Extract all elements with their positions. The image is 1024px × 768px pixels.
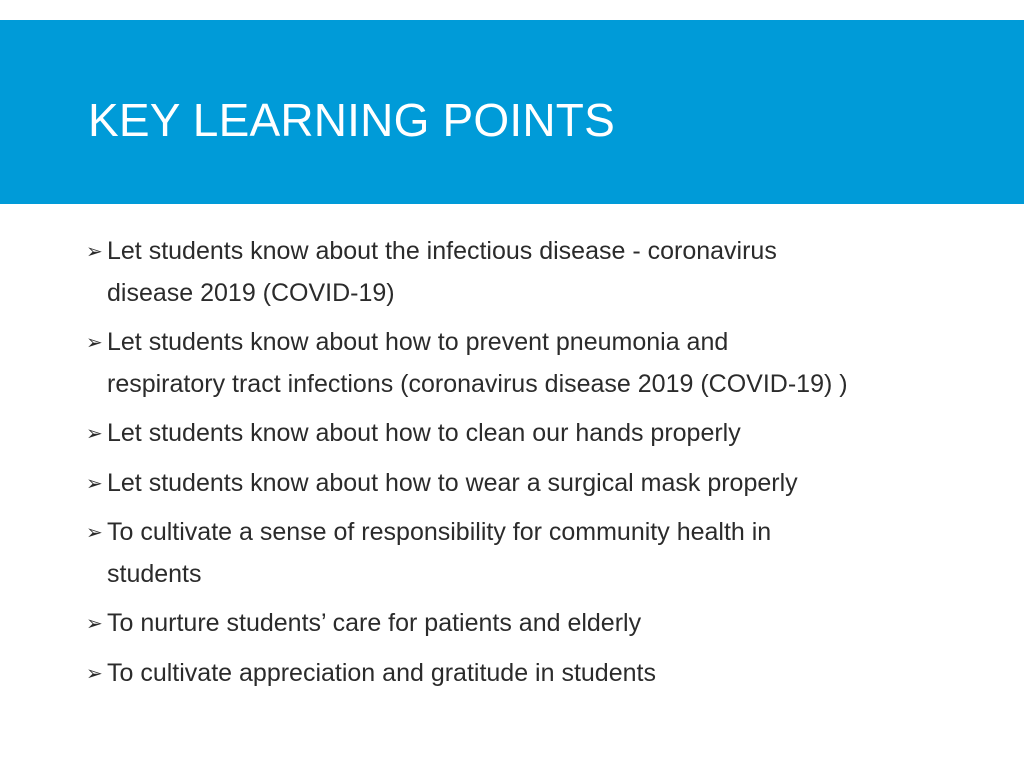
bullet-text-line: To nurture students’ care for patients and elderly [107,609,642,637]
bullet-text-line: Let students know about how to prevent pneumonia and [107,328,729,356]
bullet-item-community-responsibility [86,512,976,595]
bullet-item-prevent-infections [86,322,976,405]
bullet-text-line: To cultivate a sense of responsibility for community health in [107,518,772,546]
bullet-text-line: Let students know about how to wear a surgical mask properly [107,468,798,497]
bullet-text-line: To cultivate appreciation and gratitude in students [107,658,656,687]
bullet-item-appreciation-gratitude [86,653,976,695]
arrow-bullet-icon: ➢ [86,520,103,544]
slide-title: KEY LEARNING POINTS [88,94,615,146]
learning-points-list [86,231,976,702]
arrow-bullet-icon: ➢ [86,330,103,354]
bullet-text-line: Let students know about the infectious disease - coronavirus [107,237,777,265]
arrow-bullet-icon: ➢ [86,470,103,495]
arrow-bullet-icon: ➢ [86,611,103,635]
bullet-item-care-for-patients [86,603,976,645]
arrow-bullet-icon: ➢ [86,239,103,263]
bullet-item-wear-mask [86,463,976,505]
arrow-bullet-icon: ➢ [86,421,103,445]
arrow-bullet-icon: ➢ [86,660,103,685]
bullet-text-continuation: respiratory tract infections (coronavirus disease 2019 (COVID-19) ) [107,369,848,398]
bullet-text-line: Let students know about how to clean our hands properly [107,419,741,447]
bullet-text-continuation: disease 2019 (COVID-19) [107,278,395,307]
bullet-text-continuation: students [107,559,202,588]
bullet-item-covid-disease [86,231,976,314]
bullet-item-clean-hands [86,413,976,455]
